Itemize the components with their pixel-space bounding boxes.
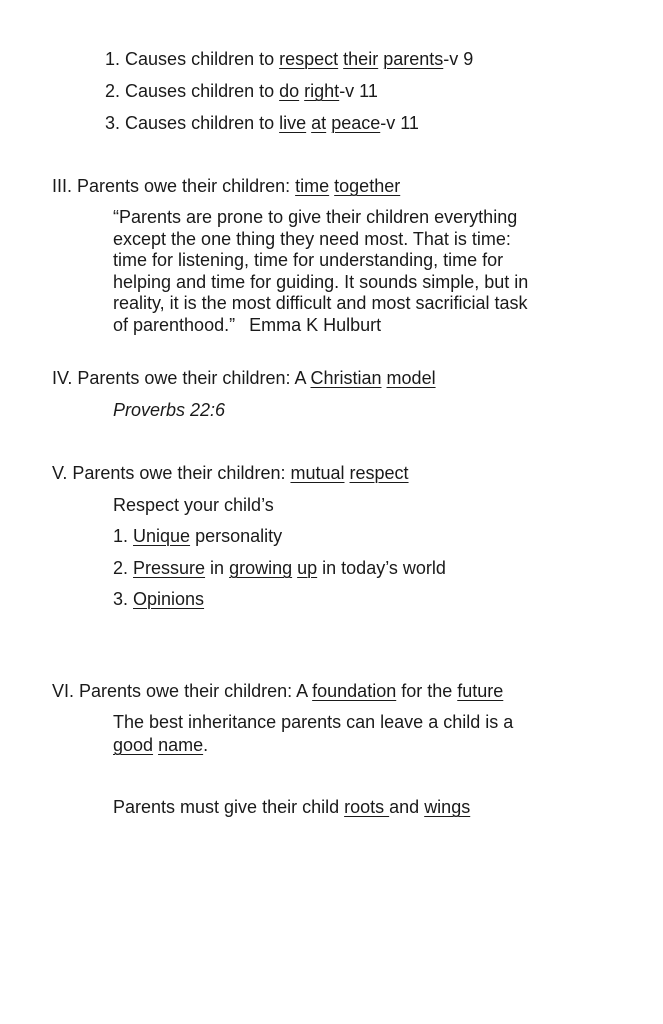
item-text: Parents must give their child: [113, 797, 345, 817]
heading-text: for the: [396, 681, 458, 701]
heading-text: VI. Parents owe their children: A: [52, 681, 313, 701]
item-text: personality: [190, 526, 283, 546]
quote-line: helping and time for guiding. It sounds simple, but in: [113, 271, 529, 292]
verse-ref: -v 11: [380, 113, 419, 133]
underlined-word: Pressure: [133, 558, 206, 578]
underlined-word: right: [304, 81, 340, 101]
roots-and-wings: [113, 796, 470, 818]
underlined-word: do: [279, 81, 300, 101]
underlined-word: parents: [383, 49, 444, 69]
quote-line: except the one thing they need most. That is time:: [113, 228, 511, 249]
underlined-word: live: [279, 113, 307, 133]
item-number: 2.: [113, 558, 134, 578]
respect-intro: Respect your child’s: [113, 495, 274, 515]
item-text: Causes children to: [125, 81, 280, 101]
underlined-word: peace: [331, 113, 381, 133]
underlined-word: mutual: [290, 463, 345, 483]
underlined-word: their: [343, 49, 379, 69]
quote-line: reality, it is the most difficult and most sacrificial task: [113, 293, 528, 313]
underlined-word: future: [457, 681, 504, 701]
underlined-word: Unique: [133, 526, 191, 546]
underlined-word: roots: [344, 797, 390, 817]
list-item-live-at-peace: [105, 112, 419, 134]
item-text: and: [389, 797, 425, 817]
underlined-word: Christian: [310, 368, 382, 388]
list-item-opinions: [113, 588, 204, 610]
quote-line: “Parents are prone to give their children everything: [113, 207, 518, 227]
underlined-word: respect: [279, 49, 339, 69]
item-number: 1.: [113, 526, 134, 546]
heading-text: III. Parents owe their children:: [52, 176, 296, 196]
underlined-word: respect: [349, 463, 409, 483]
verse-ref: -v 9: [443, 49, 474, 69]
underlined-word: model: [386, 368, 436, 388]
quote-last-line: [113, 315, 603, 337]
item-number: 2.: [105, 81, 121, 101]
item-text: in: [205, 558, 230, 578]
underlined-word: good: [113, 735, 154, 755]
list-item-unique: [113, 525, 282, 547]
item-number: 3.: [105, 113, 121, 133]
inheritance-line-1: The best inheritance parents can leave a child is a: [113, 712, 514, 732]
underlined-word: at: [311, 113, 327, 133]
verse-ref: -v 11: [339, 81, 378, 101]
quote-line: time for listening, time for understanding, time for: [113, 250, 504, 270]
underlined-word: name: [158, 735, 204, 755]
underlined-word: together: [334, 176, 401, 196]
scripture-reference: Proverbs 22:6: [113, 400, 226, 420]
underlined-word: Opinions: [133, 589, 205, 609]
section-iv-heading: [52, 367, 436, 389]
list-item-respect: [105, 48, 473, 70]
section-vi-heading: [52, 680, 503, 702]
list-item-do-right: [105, 80, 378, 102]
section-v-heading: [52, 462, 409, 484]
item-text: Causes children to: [125, 113, 280, 133]
section-iii-heading: [52, 175, 400, 197]
item-number: 3.: [113, 589, 134, 609]
inheritance-line-2: [113, 734, 208, 756]
underlined-word: wings: [424, 797, 471, 817]
underlined-word: foundation: [312, 681, 397, 701]
item-text: Causes children to: [125, 49, 280, 69]
quote-line: of parenthood.”: [113, 314, 236, 335]
underlined-word: time: [295, 176, 330, 196]
list-item-pressure: [113, 557, 446, 579]
punctuation: .: [203, 735, 209, 755]
underlined-word: up: [297, 558, 318, 578]
parenting-quote: [113, 207, 603, 336]
quote-attribution: Emma K Hulburt: [249, 314, 382, 335]
underlined-word: growing: [229, 558, 293, 578]
heading-text: V. Parents owe their children:: [52, 463, 291, 483]
heading-text: IV. Parents owe their children: A: [52, 368, 311, 388]
item-text: in today’s world: [317, 558, 446, 578]
item-number: 1.: [105, 49, 121, 69]
